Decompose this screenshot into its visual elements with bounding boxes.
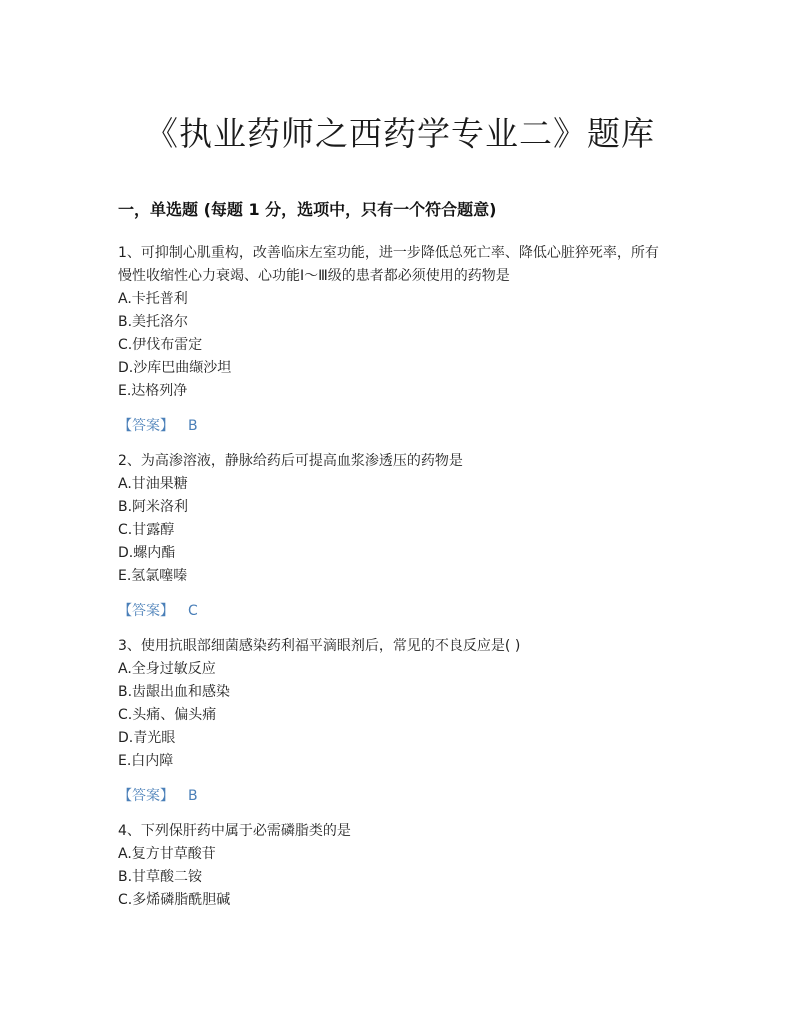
option-a: A.卡托普利 [118, 291, 188, 307]
question-text-continued: 慢性收缩性心力衰竭、心功能Ⅰ～Ⅲ级的患者都必须使用的药物是 [118, 268, 510, 284]
option-b: B.齿龈出血和感染 [118, 684, 231, 700]
question-2 [118, 450, 698, 623]
option-e: E.白内障 [118, 753, 174, 769]
option-d: D.螺内酯 [118, 545, 176, 561]
option-c: C.头痛、偏头痛 [118, 707, 217, 723]
option-d: D.青光眼 [118, 730, 176, 746]
option-b: B.美托洛尔 [118, 314, 189, 330]
option-b: B.甘草酸二铵 [118, 869, 203, 885]
answer-label: 【答案】 [118, 788, 174, 804]
question-1 [118, 242, 698, 438]
answer-label: 【答案】 [118, 418, 174, 434]
option-b: B.阿米洛利 [118, 499, 189, 515]
option-e: E.氢氯噻嗪 [118, 568, 188, 584]
answer-label: 【答案】 [118, 603, 174, 619]
option-c: C.甘露醇 [118, 522, 175, 538]
option-e: E.达格列净 [118, 383, 188, 399]
option-a: A.复方甘草酸苷 [118, 846, 216, 862]
option-c: C.伊伐布雷定 [118, 337, 203, 353]
answer-value: B [188, 418, 198, 434]
answer-line [118, 600, 698, 623]
question-text: 2、为高渗溶液，静脉给药后可提高血浆渗透压的药物是 [118, 453, 463, 469]
option-c: C.多烯磷脂酰胆碱 [118, 892, 231, 908]
option-a: A.甘油果糖 [118, 476, 188, 492]
answer-value: B [188, 788, 198, 804]
option-a: A.全身过敏反应 [118, 661, 216, 677]
section-heading: 一，单选题 (每题 1 分，选项中，只有一个符合题意) [118, 200, 497, 219]
question-4 [118, 820, 698, 912]
option-d: D.沙库巴曲缬沙坦 [118, 360, 232, 376]
answer-line [118, 785, 698, 808]
question-text: 4、下列保肝药中属于必需磷脂类的是 [118, 823, 351, 839]
question-3 [118, 635, 698, 808]
answer-value: C [188, 603, 198, 619]
question-text: 1、可抑制心肌重构，改善临床左室功能，进一步降低总死亡率、降低心脏猝死率，所有 [118, 245, 659, 261]
question-text: 3、使用抗眼部细菌感染药利福平滴眼剂后，常见的不良反应是( ) [118, 638, 521, 654]
document-title: 《执业药师之西药学专业二》题库 [145, 114, 655, 153]
answer-line [118, 415, 698, 438]
